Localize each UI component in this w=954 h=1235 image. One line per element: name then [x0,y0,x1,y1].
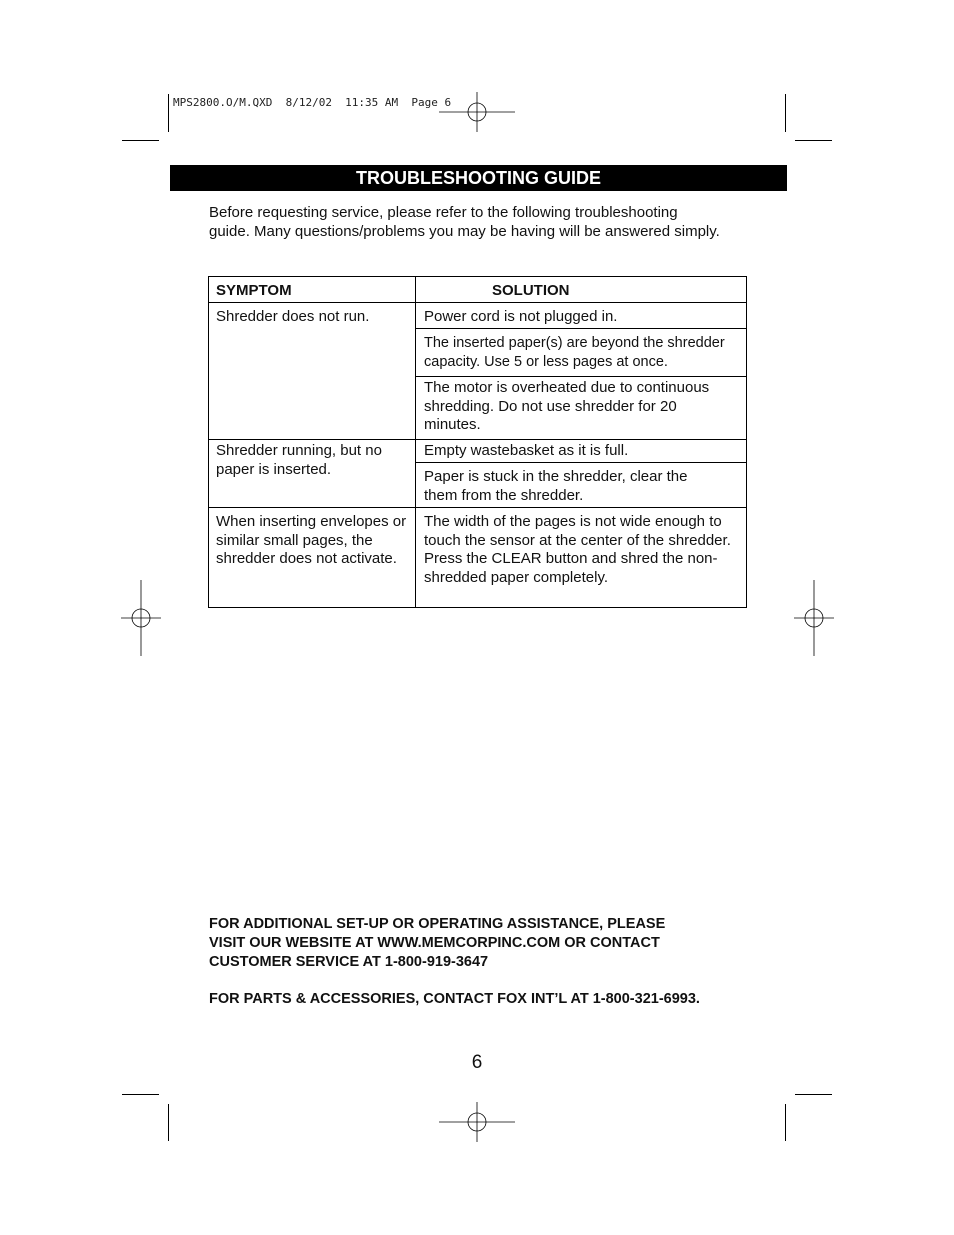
crop-mark [785,94,786,132]
crop-mark [122,1094,159,1095]
assistance-note: FOR ADDITIONAL SET-UP OR OPERATING ASSISTANCE, PLEASE VISIT OUR WEBSITE AT WWW.MEMCORPINC.COM OR CONTACT CUSTOMER SERVICE AT 1-800-919-3647 [209,916,666,970]
row-divider [415,376,746,377]
solution-cell: Power cord is not plugged in. [424,308,618,325]
troubleshooting-table [208,276,747,608]
solution-cell: Paper is stuck in the shredder, clear the them from the shredder. [424,468,688,504]
symptom-cell: When inserting envelopes or similar small pages, the shredder does not activate. [216,513,407,567]
page-number: 6 [471,1052,483,1073]
row-divider [415,462,746,463]
symptom-cell: Shredder running, but no paper is inserted. [216,442,382,478]
row-divider [209,507,746,508]
solution-cell: The inserted paper(s) are beyond the shredder capacity. Use 5 or less pages at once. [424,335,725,370]
symptom-cell: Shredder does not run. [216,308,370,325]
registration-mark-icon [121,598,161,638]
intro-paragraph [209,203,754,241]
row-divider [209,439,746,440]
intro-line: Before requesting service, please refer to the following troubleshooting [209,204,678,221]
crop-mark [168,1104,169,1141]
row-divider [415,328,746,329]
crop-mark [795,140,832,141]
registration-mark-icon [457,92,497,132]
crop-mark [785,1104,786,1141]
print-slug: MPS2800.O/M.QXD 8/12/02 11:35 AM Page 6 [173,96,452,109]
crop-mark [122,140,159,141]
parts-note: FOR PARTS & ACCESSORIES, CONTACT FOX INT’L AT 1-800-321-6993. [209,991,700,1007]
page-title: TROUBLESHOOTING GUIDE [170,165,787,191]
solution-cell: The width of the pages is not wide enough to touch the sensor at the center of the shredder. Press the CLEAR button and shred the non- shredded paper completely. [424,513,731,586]
solution-cell: The motor is overheated due to continuous shredding. Do not use shredder for 20 minutes. [424,379,710,433]
symptom-header: SYMPTOM [216,282,292,299]
crop-mark [168,94,169,132]
intro-line: guide. Many questions/problems you may be having will be answered simply. [209,223,720,240]
solution-cell: Empty wastebasket as it is full. [424,442,629,459]
solution-header: SOLUTION [492,282,570,299]
registration-mark-icon [457,1102,497,1142]
row-divider [209,302,746,303]
registration-mark-icon [794,598,834,638]
crop-mark [795,1094,832,1095]
